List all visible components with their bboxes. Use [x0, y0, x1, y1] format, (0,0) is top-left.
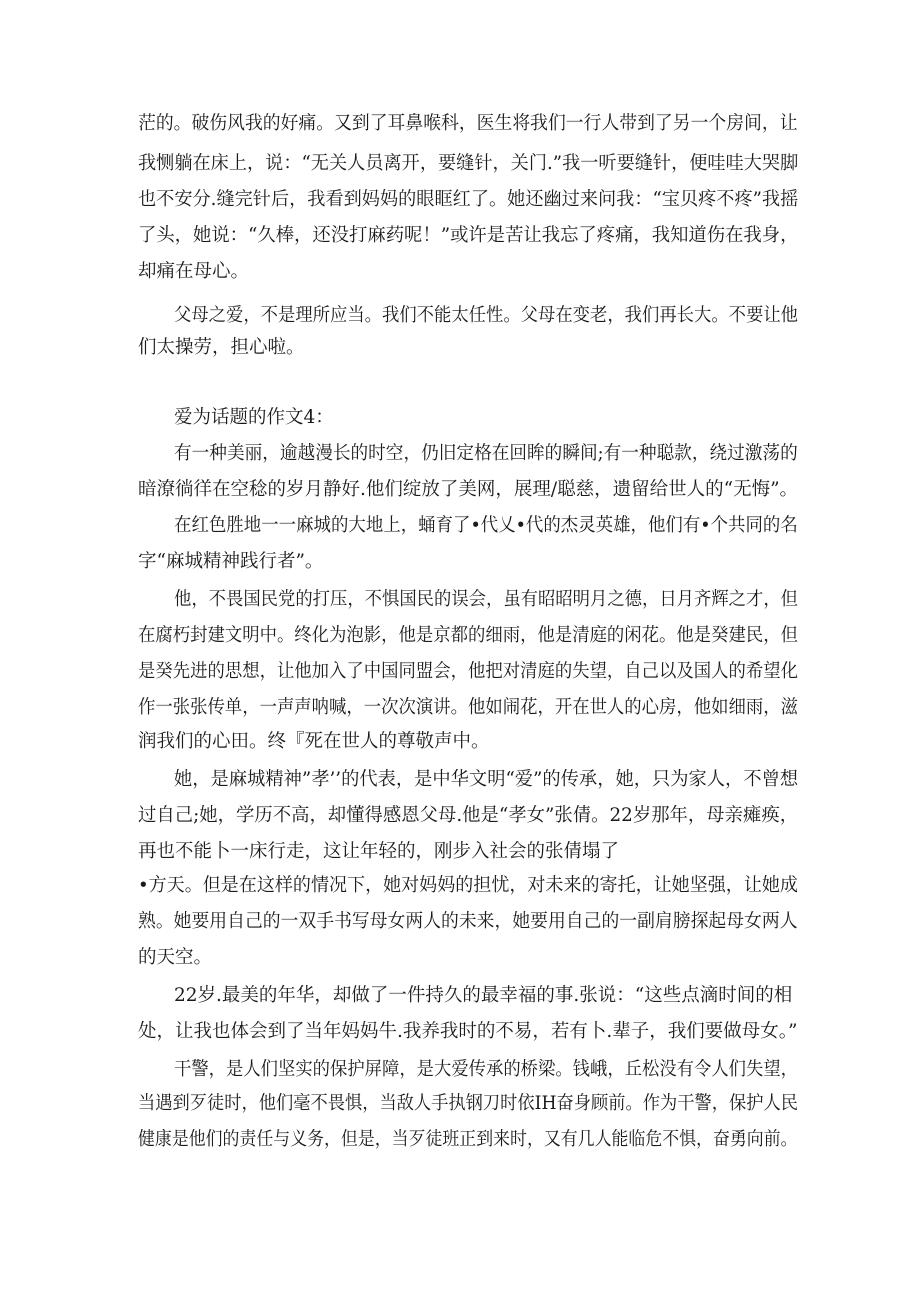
text-line: 父母之爱，不是理所应当。我们不能太任性。父母在变老，我们再长大。不要让他 [174, 305, 798, 326]
text-line: 茫的。破伤风我的好痛。又到了耳鼻喉科，医生将我们一行人带到了另一个房间，让 [138, 113, 798, 134]
text-line: 当遇到歹徒时，他们毫不畏惧，当敌人手执钢刀时依IH奋身顾前。作为干警，保护人民 [138, 1093, 798, 1114]
text-line: 爱为话题的作文4： [174, 407, 334, 428]
text-line: 干警，是人们坚实的保护屏障，是大爱传承的桥梁。钱峨，丘松没有令人们失望， [174, 1059, 798, 1080]
text-line: 她，是麻城精神”孝’’的代表，是中华文明“爱”的传承，她，只为家人，不曾想 [174, 769, 799, 790]
text-line: 熟。她要用自己的一双手书写母女两人的未来，她要用自己的一副肩膀探起母女两人 [138, 911, 798, 932]
text-line: 我恻躺在床上，说：“无关人员离开，要缝针，关门.”我一听要缝针，便哇哇大哭脚 [138, 153, 799, 174]
text-line: 他，不畏国民党的打压，不惧国民的误会，虽有昭昭明月之德，日月齐辉之才，但 [174, 589, 798, 610]
text-line: 却痛在母心。 [138, 261, 250, 282]
text-line: 们太操劳，担心啦。 [138, 337, 305, 358]
text-line: 润我们的心田。终『死在世人的尊敬声中。 [138, 731, 490, 752]
text-line: 也不安分.缝完针后，我看到妈妈的眼眶红了。她还幽过来问我：“宝贝疼不疼”我摇 [138, 189, 799, 210]
text-line: 在腐朽封建文明中。终化为泡影，他是京都的细雨，他是清庭的闲花。他是癸建民，但 [138, 625, 798, 646]
text-line: 健康是他们的责任与义务，但是，当歹徒班正到来时，又有几人能临危不惧，奋勇向前。 [138, 1129, 798, 1150]
text-line: 暗潦徜徉在空稔的岁月静好.他们绽放了美网，展理/聪慈，遗留给世人的“无悔”。 [138, 479, 799, 500]
text-line: 作一张张传单，一声声呐喊，一次次演讲。他如闹花，开在世人的心房，他如细雨，滋 [138, 697, 798, 718]
text-line: 字“麻城精神践行者”。 [138, 551, 324, 572]
text-line: 过自己;她，学历不高，却懂得感恩父母.他是“孝女”张倩。22岁那年，母亲瘫痪， [138, 805, 799, 826]
text-line: 了头，她说：“久棒，还没打麻药呢！”或许是苦让我忘了疼痛，我知道伤在我身， [138, 225, 799, 246]
text-line: 处，让我也体会到了当年妈妈牛.我养我时的不易，若有卜.辈子，我们要做母女。” [138, 1021, 798, 1042]
text-line: 有一种美丽，逾越漫长的时空，仍旧定格在回眸的瞬间;有一种聪款，绕过激荡的 [174, 443, 798, 464]
text-line: 再也不能卜一床行走，这让年轻的，刚步入社会的张倩塌了 [138, 841, 620, 862]
text-line: 在红色胜地一一麻城的大地上，蛹育了•代乂•代的杰灵英雄，他们有•个共同的名 [174, 515, 798, 536]
text-line: 22岁.最美的年华，却做了一件持久的最幸福的事.张说：“这些点滴时间的相 [174, 985, 793, 1006]
text-line: 的天空。 [138, 947, 213, 968]
text-line: •方天。但是在这样的情况下，她对妈妈的担忧，对未来的寄托，让她坚强，让她成 [138, 875, 798, 896]
text-line: 是癸先进的思想，让他加入了中国同盟会，他把对清庭的失望，自己以及国人的希望化 [138, 661, 798, 682]
